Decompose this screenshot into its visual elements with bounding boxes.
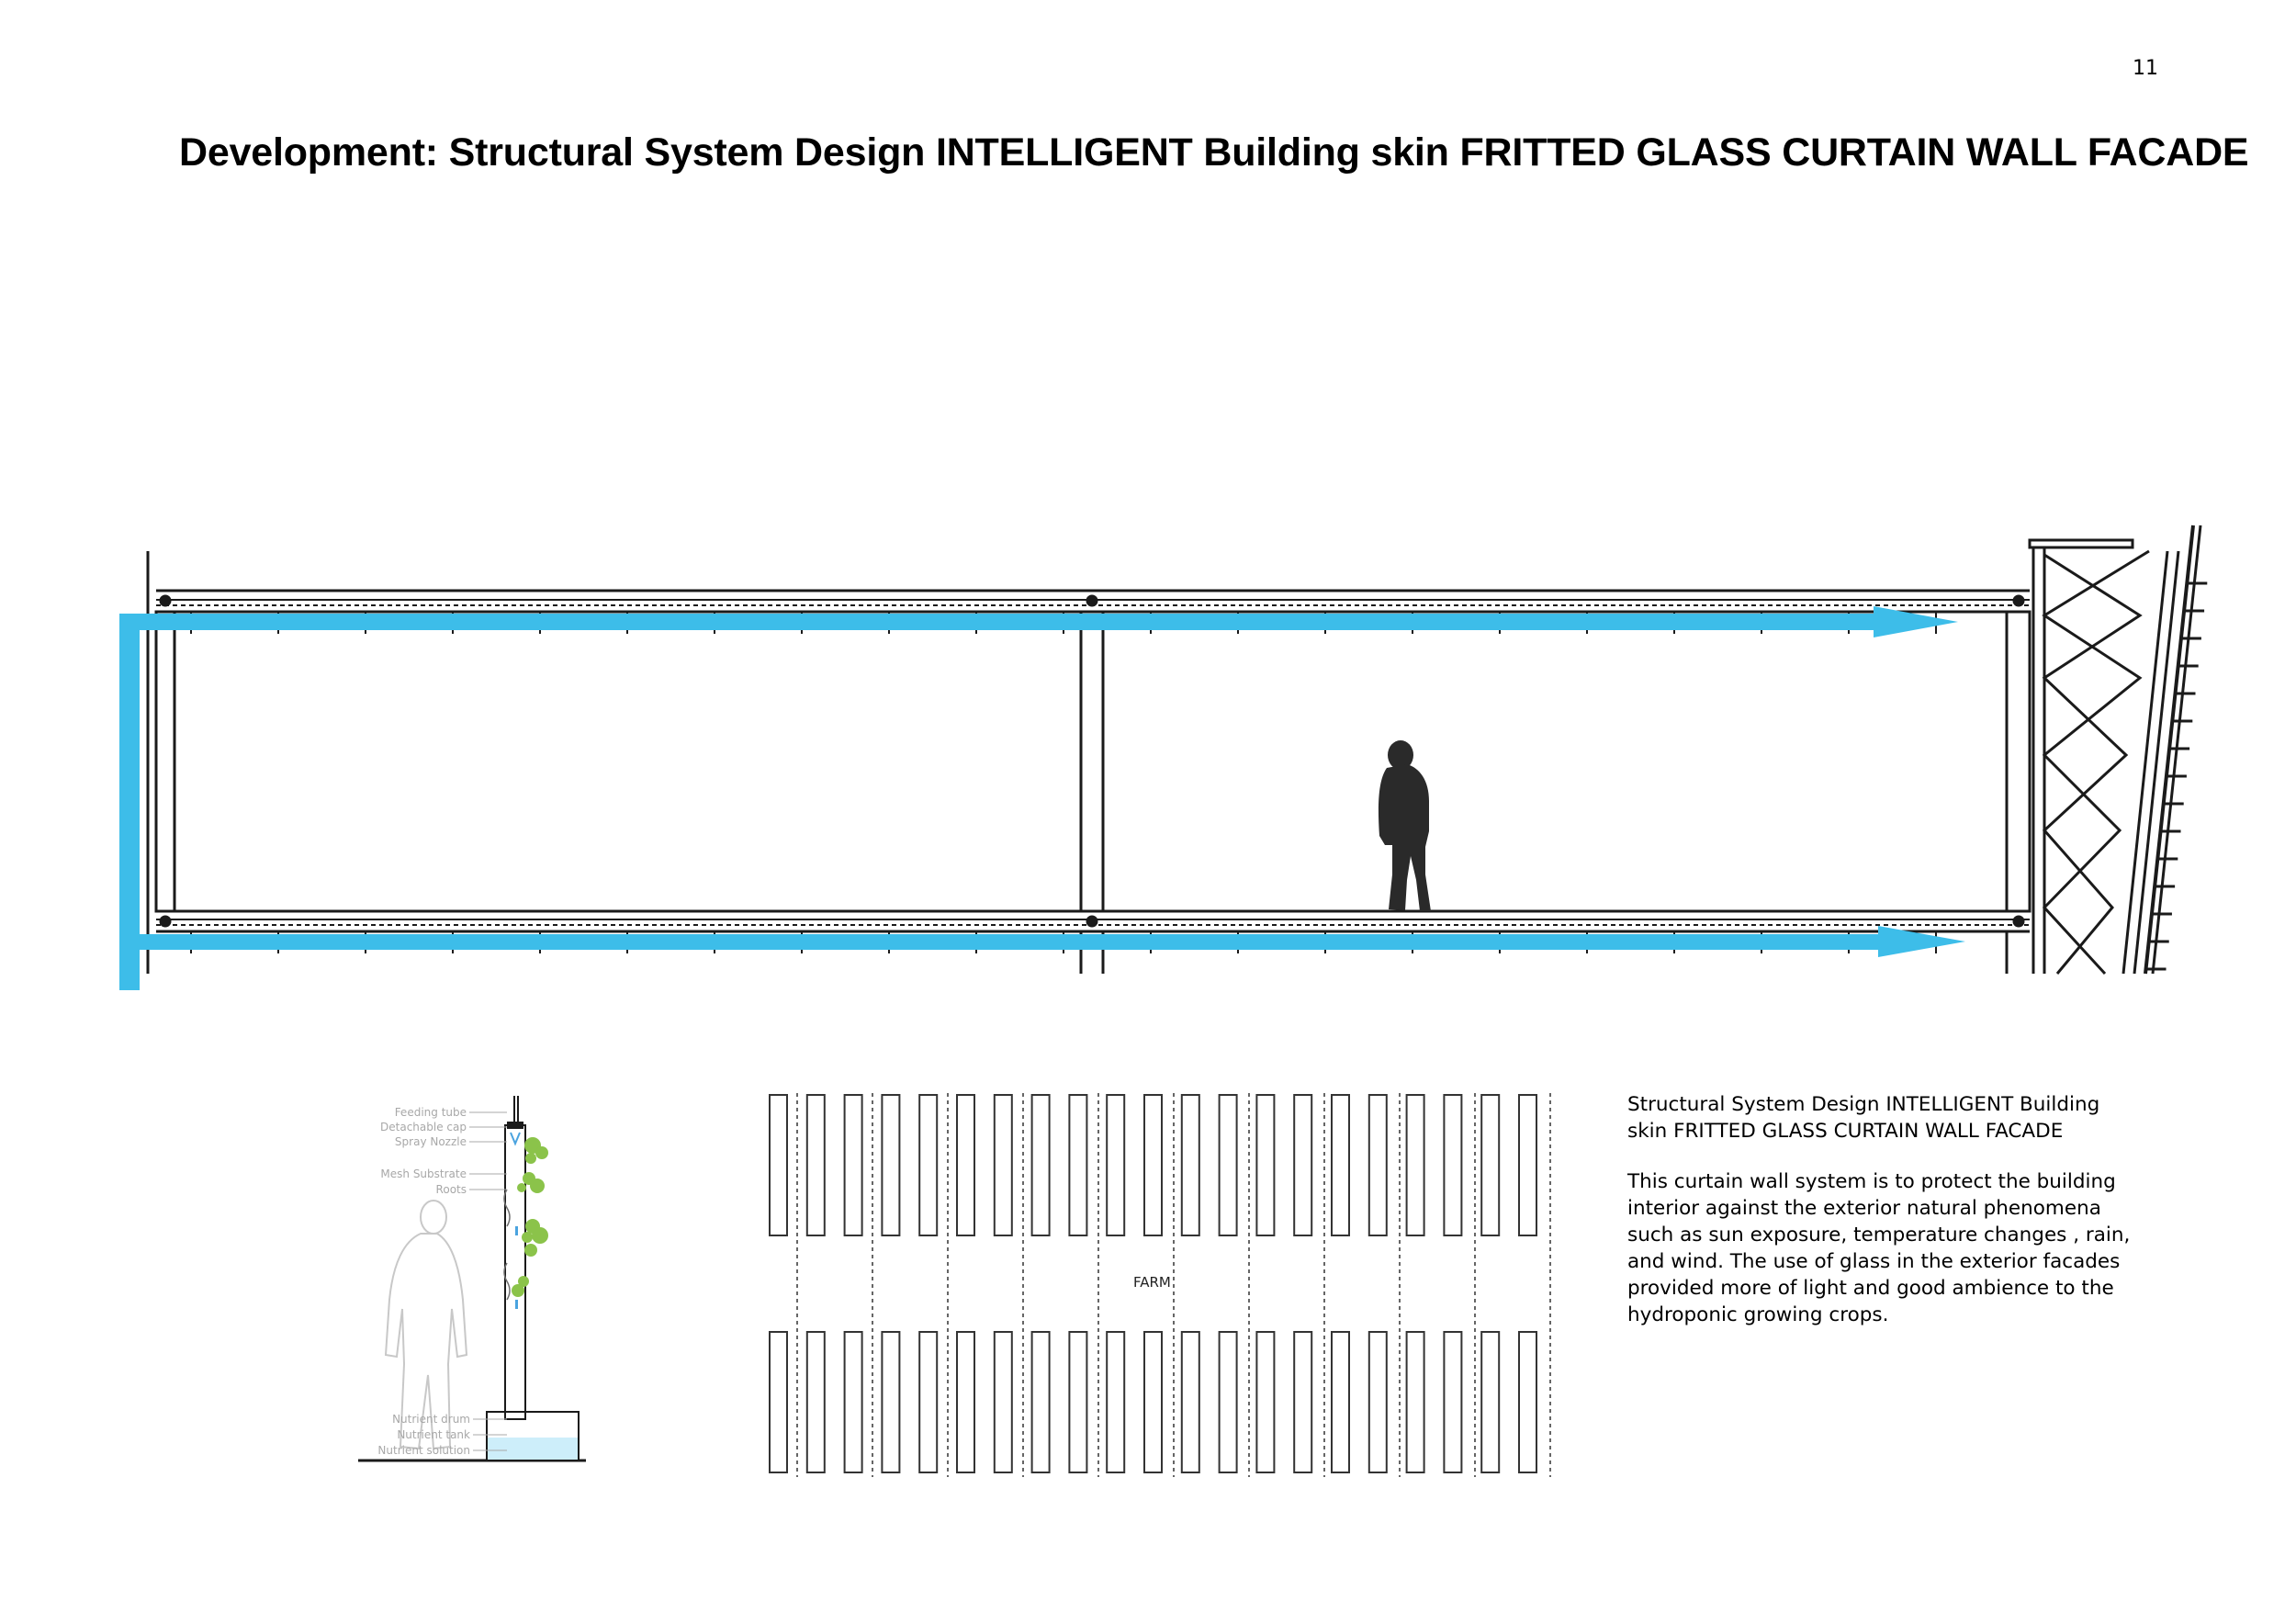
building-section-drawing <box>0 514 2296 992</box>
rack-top <box>1069 1095 1086 1235</box>
rack-top <box>1369 1095 1387 1235</box>
rack-bottom <box>1144 1332 1162 1472</box>
tower-label: Mesh Substrate <box>380 1167 467 1180</box>
rack-top <box>1182 1095 1199 1235</box>
rack-bottom <box>995 1332 1012 1472</box>
plan-label-farm: FARM <box>1133 1274 1171 1291</box>
rack-bottom <box>845 1332 862 1472</box>
rack-top <box>1144 1095 1162 1235</box>
rack-top <box>1294 1095 1311 1235</box>
rack-bottom <box>1332 1332 1349 1472</box>
rack-top <box>1220 1095 1237 1235</box>
rack-bottom <box>1444 1332 1461 1472</box>
tower-labels-top <box>380 1106 507 1196</box>
page-title: Development: Structural System Design INTELLIGENT Building skin FRITTED GLASS CURTAIN WALL FACADE <box>179 130 2249 175</box>
ghost-person-outline <box>386 1201 467 1449</box>
rack-bottom <box>770 1332 787 1472</box>
rack-top <box>995 1095 1012 1235</box>
tower-label: Nutrient tank <box>397 1428 470 1441</box>
farm-plan-drawing <box>762 1084 1570 1488</box>
tower-label: Roots <box>435 1183 467 1196</box>
rack-bottom <box>1481 1332 1499 1472</box>
slab-hangers <box>191 612 1936 953</box>
plant-leaves <box>512 1137 548 1297</box>
rack-top <box>882 1095 899 1235</box>
rack-bottom <box>1032 1332 1050 1472</box>
rack-bottom <box>1220 1332 1237 1472</box>
rack-top <box>770 1095 787 1235</box>
rack-bottom <box>1369 1332 1387 1472</box>
rack-bottom <box>1519 1332 1536 1472</box>
page-number: 11 <box>2133 57 2158 80</box>
person-silhouette-icon <box>1379 740 1431 911</box>
hydroponic-tower-drawing <box>349 1088 615 1470</box>
tower-pipe <box>505 1125 525 1419</box>
rack-top <box>1407 1095 1424 1235</box>
rack-bottom <box>1107 1332 1124 1472</box>
rack-bottom <box>957 1332 974 1472</box>
rack-top <box>1332 1095 1349 1235</box>
rack-bottom <box>1069 1332 1086 1472</box>
rack-bottom <box>807 1332 825 1472</box>
plan-dividers <box>797 1093 1550 1477</box>
rack-bottom <box>919 1332 937 1472</box>
rack-bottom <box>1256 1332 1274 1472</box>
tower-label: Feeding tube <box>394 1106 467 1119</box>
tower-label: Detachable cap <box>380 1121 467 1133</box>
tower-label: Nutrient solution <box>377 1444 470 1457</box>
rack-top <box>807 1095 825 1235</box>
tower-label: Spray Nozzle <box>394 1135 467 1148</box>
tower-labels-bottom <box>377 1413 507 1457</box>
description-body: This curtain wall system is to protect the building interior against the exterior natural phenomena such as sun exposure, temperature changes , rain, and wind. The use of glass in the exterior facades provided more of light and good ambience to the hydroponic growing crops. <box>1627 1170 2131 1326</box>
tower-label: Nutrient drum <box>392 1413 470 1426</box>
rack-top <box>1481 1095 1499 1235</box>
rack-top <box>919 1095 937 1235</box>
rack-top <box>845 1095 862 1235</box>
description-block <box>1627 1091 2142 1352</box>
rack-top <box>1519 1095 1536 1235</box>
nutrient-solution <box>488 1438 578 1460</box>
rack-bottom <box>882 1332 899 1472</box>
rack-bottom <box>1294 1332 1311 1472</box>
description-heading: Structural System Design INTELLIGENT Building skin FRITTED GLASS CURTAIN WALL FACADE <box>1627 1093 2100 1143</box>
rack-top <box>957 1095 974 1235</box>
rack-top <box>1107 1095 1124 1235</box>
rack-bottom <box>1407 1332 1424 1472</box>
rack-top <box>1444 1095 1461 1235</box>
rack-top <box>1032 1095 1050 1235</box>
rack-top <box>1256 1095 1274 1235</box>
rack-bottom <box>1182 1332 1199 1472</box>
